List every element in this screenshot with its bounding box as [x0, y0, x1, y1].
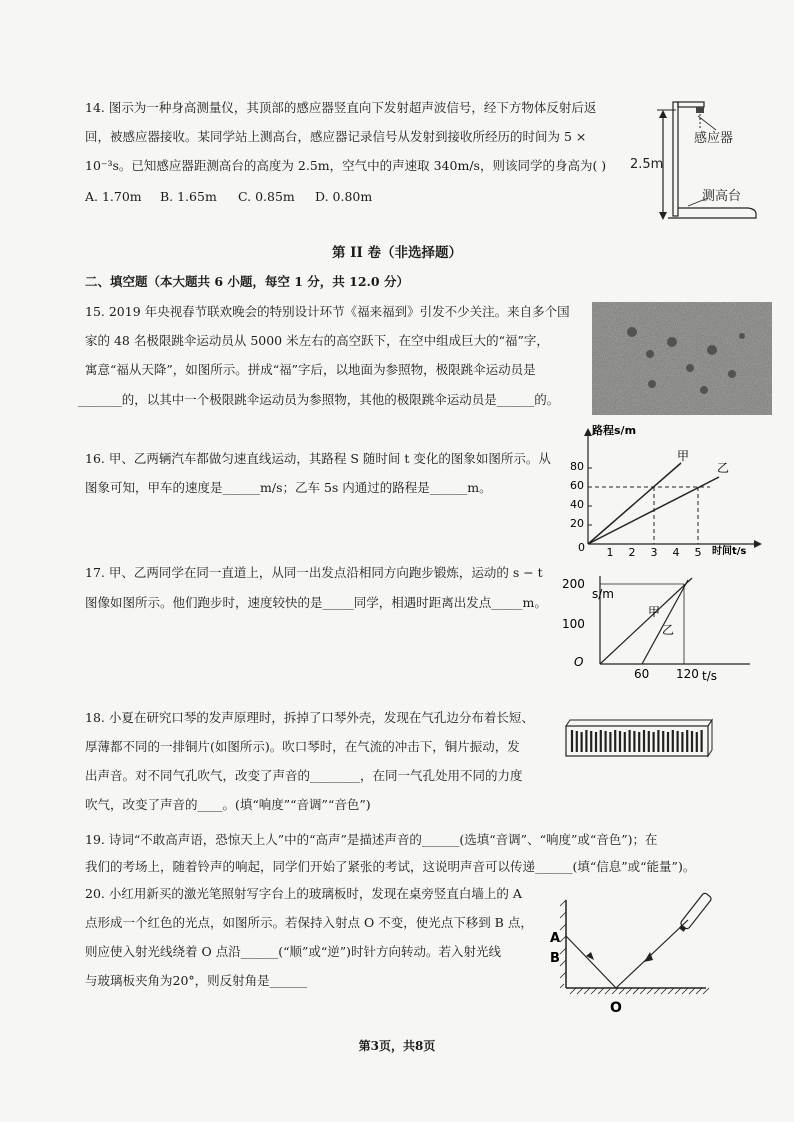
height-meter-figure [628, 96, 778, 226]
q18-line-4: 吹气，改变了声音的____。(填“响度”“音调”“音色”) [85, 797, 371, 812]
q17-line-1: 17. 甲、乙两同学在同一直道上，从同一出发点沿相同方向跑步锻炼，运动的 s − t [85, 565, 543, 580]
q16-chart [560, 420, 770, 560]
floor-hatch [612, 988, 618, 994]
floor-hatch [689, 988, 695, 994]
q14-option-c: C. 0.85m [238, 189, 295, 204]
q16-ytick: 40 [570, 498, 584, 511]
floor-hatch [640, 988, 646, 994]
q16-xtick: 4 [672, 546, 680, 559]
q17-series-yi-label: 乙 [662, 623, 675, 637]
q17-ylabel: s/m [592, 587, 614, 601]
q14-line-3: 10⁻³s。已知感应器距测高台的高度为 2.5m，空气中的声速取 340m/s，则该同学的身高为( ) [85, 158, 607, 173]
platform-label: 测高台 [702, 189, 742, 204]
q18-line-2: 厚薄都不同的一排铜片(如图所示)。吹口琴时，在气流的冲击下，铜片振动，发 [85, 739, 520, 754]
part2-header: 二、填空题（本大题共 6 小题，每空 1 分，共 12.0 分） [85, 274, 409, 289]
q14-option-d: D. 0.80m [315, 189, 373, 204]
q20-line-2: 点形成一个红色的光点，如图所示。若保持入射点 O 不变，使光点下移到 B 点， [85, 915, 533, 930]
q17-line-2: 图像如图所示。他们跑步时，速度较快的是_____同学，相遇时距离出发点_____m。 [85, 595, 547, 610]
q16-line-2: 图象可知，甲车的速度是______m/s；乙车 5s 内通过的路程是______m。 [85, 480, 492, 495]
q16-xtick: 5 [694, 546, 702, 559]
q16-line-1: 16. 甲、乙两辆汽车都做匀速直线运动，其路程 S 随时间 t 变化的图象如图所示。从 [85, 451, 551, 466]
q17-xtick: 120 [676, 667, 699, 681]
laser-reflection-figure [546, 890, 726, 1014]
floor-hatch [675, 988, 681, 994]
q20-line-4: 与玻璃板夹角为20°，则反射角是______ [85, 973, 308, 988]
q20-line-3: 则应使入射光线绕着 O 点沿______(“顺”或“逆”)时针方向转动。若入射光线 [85, 944, 502, 959]
floor-hatch [633, 988, 639, 994]
floor-hatch [598, 988, 604, 994]
q16-xtick: 2 [628, 546, 636, 559]
q16-series-jia-label: 甲 [677, 449, 690, 463]
q19-line-1: 19. 诗词“不敢高声语，恐惊天上人”中的“高声”是描述声音的______(选填“音调”、“响度”或“音色”)；在 [85, 832, 658, 847]
floor-hatch [682, 988, 688, 994]
q14-line-1: 14. 图示为一种身高测量仪，其顶部的感应器竖直向下发射超声波信号，经下方物体反射后返 [85, 100, 597, 115]
q20-line-1: 20. 小红用新买的激光笔照射写字台上的玻璃板时，发现在桌旁竖直白墙上的 A [85, 886, 522, 901]
harmonica-reeds-figure [560, 718, 720, 762]
q17-series-jia-label: 甲 [648, 605, 661, 619]
q15-line-1: 15. 2019 年央视春节联欢晚会的特别设计环节《福来福到》引发不少关注。来自多个国 [85, 304, 570, 319]
q16-origin: 0 [578, 541, 585, 554]
floor-hatch [668, 988, 674, 994]
incident-ray [616, 920, 688, 988]
floor-hatch [591, 988, 597, 994]
q17-series-yi [642, 580, 688, 664]
q17-ytick: 100 [562, 617, 585, 631]
point-o-label: O [610, 1000, 622, 1014]
point-a-label: A [550, 931, 561, 946]
q18-line-3: 出声音。对不同气孔吹气，改变了声音的________，在同一气孔处用不同的力度 [85, 768, 523, 783]
q16-xtick: 3 [650, 546, 658, 559]
q16-xlabel: 时间t/s [712, 546, 747, 557]
floor-hatch [619, 988, 625, 994]
floor-hatch [584, 988, 590, 994]
q16-series-yi-label: 乙 [717, 461, 730, 475]
q17-xlabel: t/s [702, 669, 717, 683]
q16-xtick: 1 [606, 546, 614, 559]
floor-hatch [570, 988, 576, 994]
floor-hatch [696, 988, 702, 994]
floor-hatch [647, 988, 653, 994]
q15-line-4: _______的，以其中一个极限跳伞运动员为参照物，其他的极限跳伞运动员是______的。 [78, 392, 560, 407]
floor-hatch [703, 988, 709, 994]
skydivers-photo [592, 302, 772, 415]
q16-ytick: 80 [570, 460, 584, 473]
q14-option-b: B. 1.65m [160, 189, 217, 204]
q15-line-3: 寓意“福从天降”，如图所示。拼成“福”字后，以地面为参照物，极限跳伞运动员是 [85, 362, 536, 377]
q16-ylabel: 路程s/m [592, 424, 637, 437]
page-footer: 第3页，共8页 [358, 1039, 436, 1053]
q17-origin: O [574, 655, 584, 669]
floor-hatch [605, 988, 611, 994]
section-title: 第 II 卷（非选择题） [331, 245, 463, 261]
point-b-label: B [550, 951, 560, 966]
sensor-label: 感应器 [694, 131, 734, 146]
floor-hatch [661, 988, 667, 994]
height-label: 2.5m [630, 157, 664, 172]
q16-ytick: 20 [570, 517, 584, 530]
q16-ytick: 60 [570, 479, 584, 492]
q18-line-1: 18. 小夏在研究口琴的发声原理时，拆掉了口琴外壳，发现在气孔边分布着长短、 [85, 710, 534, 725]
q17-ytick: 200 [562, 577, 585, 591]
laser-pen [677, 892, 712, 933]
q15-line-2: 家的 48 名极限跳伞运动员从 5000 米左右的高空跃下，在空中组成巨大的“福”字， [85, 333, 549, 348]
floor-hatch [654, 988, 660, 994]
q14-option-a: A. 1.70m [85, 189, 142, 204]
q17-chart [556, 568, 770, 688]
q19-line-2: 我们的考场上，随着铃声的响起，同学们开始了紧张的考试，这说明声音可以传递______(填“信息”或“能量”)。 [85, 859, 696, 874]
floor-hatch [626, 988, 632, 994]
q17-xtick: 60 [634, 667, 650, 681]
q14-line-2: 回，被感应器接收。某同学站上测高台，感应器记录信号从发射到接收所经历的时间为 5 × [85, 129, 587, 144]
floor-hatch [577, 988, 583, 994]
reflected-ray [566, 936, 616, 988]
